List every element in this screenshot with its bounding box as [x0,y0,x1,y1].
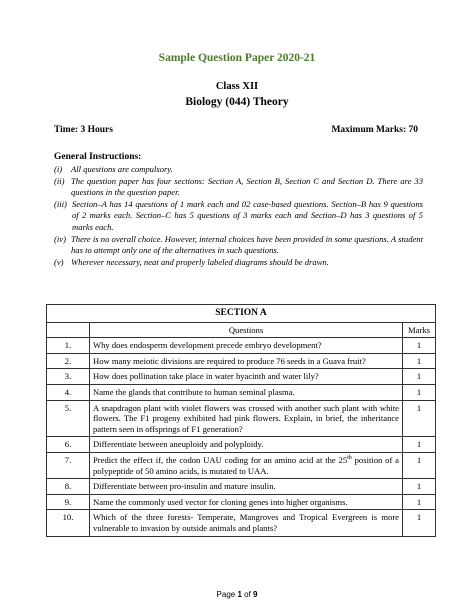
question-marks: 1 [403,384,436,400]
table-row [47,384,436,400]
questions-table [46,304,436,537]
table-header-row [47,322,436,338]
instruction-text: Wherever necessary, neat and properly labeled diagrams should be drawn. [71,256,329,267]
question-text: A snapdragon plant with violet flowers was crossed with another such plant with white flowers. The F1 progeny exhibited had pink flowers. Explain, in brief, the inheritance pattern seen in offsprings of F1 generation? [90,400,403,437]
question-text: Differentiate between aneuploidy and polyploidy. [90,437,403,453]
instruction-text: There is no overall choice. However, internal choices have been provided in some questions. A student has to attempt only one of the alternatives in such questions. [71,233,423,256]
instructions-heading: General Instructions: [54,152,142,162]
question-text: How does pollination take place in water hyacinth and water lily? [90,369,403,385]
question-number: 8. [47,479,90,495]
table-row [47,369,436,385]
question-marks: 1 [403,400,436,437]
marks-column-header: Marks [403,322,436,338]
table-row [47,494,436,510]
question-number: 3. [47,369,90,385]
instruction-item [54,176,423,199]
instruction-text: Section–A has 14 questions of 1 mark each and 02 case-based questions. Section–B has 9 questions of 2 marks each. Section–C has 5 questions of 3 marks each and Section–D has 3 questions of 5 marks each. [72,198,423,232]
question-text: Name the glands that contribute to human seminal plasma. [90,384,403,400]
current-page: 1 [237,590,242,599]
instruction-number: (i) [54,164,63,174]
instruction-number: (v) [54,256,64,267]
question-number: 10. [47,510,90,536]
table-row [47,510,436,536]
instruction-number: (iv) [54,233,66,244]
question-marks: 1 [403,353,436,369]
question-marks: 1 [403,479,436,495]
question-marks: 1 [403,452,436,478]
table-row [47,479,436,495]
page-label: Page [216,590,238,599]
instruction-text: All questions are compulsory. [71,164,173,174]
question-text-part: Predict the effect if, the codon UAU coding for an amino acid at the 25 [93,454,348,465]
question-text: Differentiate between pro-insulin and mature insulin. [90,479,403,495]
instruction-item [54,234,423,257]
table-row [47,400,436,437]
table-row [47,338,436,354]
table-row [47,452,436,478]
question-text-part: position of a polypeptide of 50 amino acids, is mutated to UAA. [93,454,399,476]
question-marks: 1 [403,510,436,536]
question-marks: 1 [403,369,436,385]
instruction-item [54,257,423,269]
number-column-header [47,322,90,338]
total-pages: 9 [253,590,258,599]
instruction-number: (iii) [54,198,67,209]
questions-column-header: Questions [90,322,403,338]
instructions-list [54,164,423,268]
question-number: 9. [47,494,90,510]
ordinal-superscript: th [347,455,352,462]
page-of-label: of [241,590,254,599]
section-title: SECTION A [47,305,436,323]
page-footer [0,590,474,599]
table-row [47,437,436,453]
maximum-marks: Maximum Marks: 70 [331,125,418,135]
question-marks: 1 [403,437,436,453]
question-number: 7. [47,452,90,478]
subject-title: Biology (044) Theory [185,96,289,108]
question-number: 2. [47,353,90,369]
question-number: 5. [47,400,90,437]
question-text: Why does endosperm development precede embryo development? [90,338,403,354]
question-text [90,452,403,478]
table-row [47,353,436,369]
question-marks: 1 [403,338,436,354]
question-number: 4. [47,384,90,400]
question-number: 6. [47,437,90,453]
question-number: 1. [47,338,90,354]
instruction-item [54,199,423,234]
instruction-item [54,164,423,176]
class-line: Class XII [215,81,259,92]
question-marks: 1 [403,494,436,510]
instruction-number: (ii) [54,175,65,186]
question-text: Name the commonly used vector for cloning genes into higher organisms. [90,494,403,510]
question-text: How many meiotic divisions are required to produce 76 seeds in a Guava fruit? [90,353,403,369]
question-text: Which of the three forests- Temperate, Mangroves and Tropical Evergreen is more vulnerable to invasion by outside animals and plants? [90,510,403,536]
instruction-text: The question paper has four sections: Section A, Section B, Section C and Section D. There are 33 questions in the question paper. [71,175,423,198]
time-allowed: Time: 3 Hours [54,125,113,135]
paper-title: Sample Question Paper 2020-21 [158,52,316,64]
